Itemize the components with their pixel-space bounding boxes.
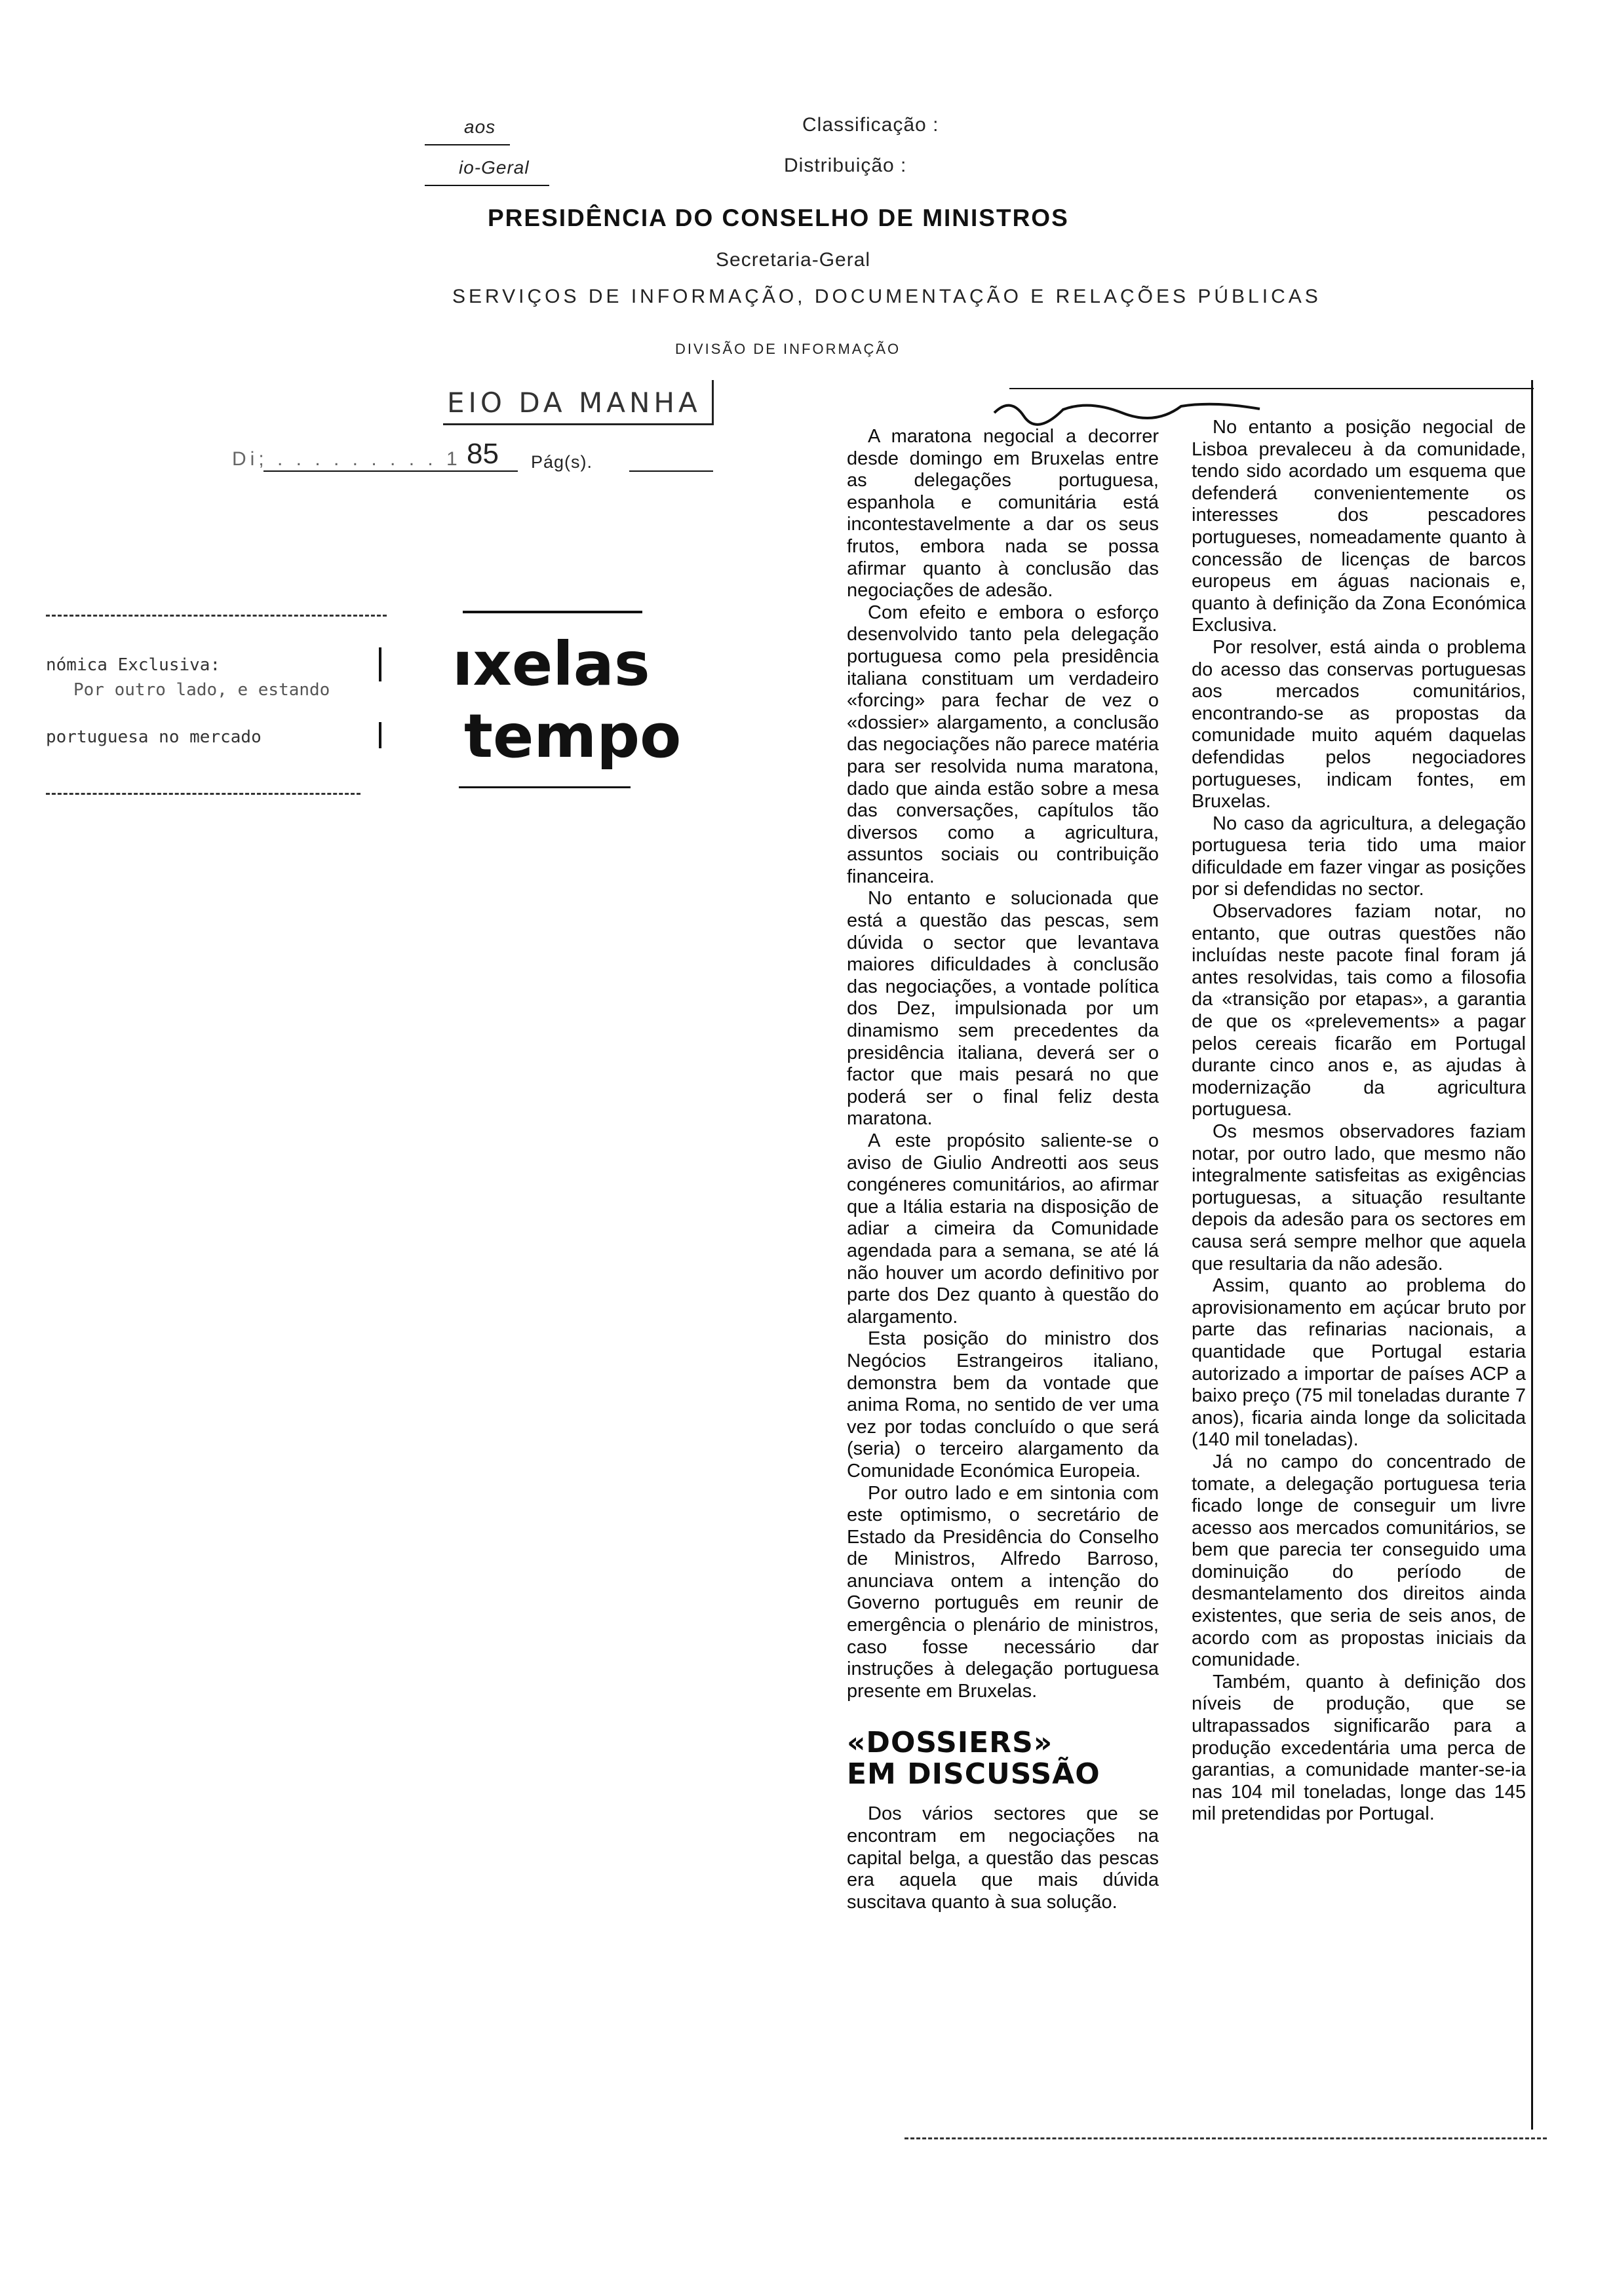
fragment-line-3: portuguesa no mercado xyxy=(46,727,262,747)
stamp-date-fragment: Di; . . . . . . . . . 1 xyxy=(232,448,461,470)
col1-paragraph: Esta posição do ministro dos Negócios Estrangeiros italiano, demonstra bem da vontade que anima Roma, no sentido de ver uma vez por todas concluído o que será (seria) o terceiro alargamento da Comunidade Económica Europeia. xyxy=(847,1328,1159,1482)
col2-paragraph: Por resolver, está ainda o problema do acesso das conservas portuguesas aos mercados comunitários, encontrando-se as propostas da comunidade muito aquém daquelas defendidas pelos negociadores portugueses, indicam fontes, em Bruxelas. xyxy=(1192,636,1526,813)
col1-paragraph: A maratona negocial a decorrer desde domingo em Bruxelas entre as delegações portuguesa, espanhola e comunitária está incontestavelmente a dar os seus frutos, embora nada se possa afirmar quanto à conclusão das negociações de adesão. xyxy=(847,426,1159,602)
header-left-underline-bottom xyxy=(425,185,549,186)
col1-paragraph: A este propósito saliente-se o aviso de Giulio Andreotti aos seus congéneres comunitários, ao afirmar que a Itália estaria na disposição de adiar a cimeira da Comunidade agendada para a semana, se até lá não houver um acordo definitivo por parte dos Dez quanto à questão do alargamento. xyxy=(847,1130,1159,1328)
stamp-date-underline xyxy=(263,470,460,472)
col1-paragraph: Por outro lado e em sintonia com este optimismo, o secretário de Estado da Presidência do Conselho de Ministros, Alfredo Barroso, anunciava ontem a intenção do Governo português em reunir de emergência o plenário de ministros, caso fosse necessário dar instruções à delegação portuguesa presente em Bruxelas. xyxy=(847,1482,1159,1702)
divisao-label: DIVISÃO DE INFORMAÇÃO xyxy=(675,341,901,357)
header-left-top: aos xyxy=(464,117,496,137)
article-bottom-rule xyxy=(905,2137,1547,2139)
col1-paragraph: No entanto e solucionada que está a questão das pescas, sem dúvida o sector que levantava maiores dificuldades à conclusão das negociações, a vontade política dos Dez, impulsionada por um dinamismo sem precedentes da presidência italiana, deverá ser o factor que mais pesará no que poderá ser o final feliz desta maratona. xyxy=(847,888,1159,1130)
col2-paragraph: No caso da agricultura, a delegação portuguesa teria tido uma maior dificuldade em fazer vingar as posições por si defendidas no sector. xyxy=(1192,813,1526,900)
stamp-pag-label: Pág(s). xyxy=(531,452,593,472)
headline-top-rule xyxy=(463,611,642,613)
secretaria-label: Secretaria-Geral xyxy=(716,249,871,271)
fragment-right-bar-1 xyxy=(379,647,381,681)
article-right-rule xyxy=(1531,380,1533,2130)
article-column-2 xyxy=(1192,417,1526,1826)
article-column-1 xyxy=(847,426,1159,1913)
header-left-bottom: io-Geral xyxy=(459,157,530,178)
subheading-1: «DOSSIERS» xyxy=(847,1726,1053,1760)
stamp-pag-underline xyxy=(629,470,713,472)
col2-paragraph: Assim, quanto ao problema do aprovisionamento em açúcar bruto por parte das refinarias nacionais, a quantidade que Portugal estaria autorizado a importar de países ACP a baixo preço (75 mil toneladas durante 7 anos), ficaria ainda longe da solicitada (140 mil toneladas). xyxy=(1192,1275,1526,1451)
col2-paragraph: No entanto a posição negocial de Lisboa prevaleceu à da comunidade, tendo sido acordado um esquema que defenderá convenientemente os interesses dos pescadores portugueses, nomeadamente quanto à concessão de licenças de barcos europeus em águas nacionais e, quanto à definição da Zona Económica Exclusiva. xyxy=(1192,417,1526,636)
col1-paragraph: Dos vários sectores que se encontram em negociações na capital belga, a questão das pescas era aquela que mais dúvida suscitava quanto à sua solução. xyxy=(847,1803,1159,1913)
fragment-right-bar-2 xyxy=(379,722,381,748)
headline-fragment-1: ıxelas xyxy=(452,629,650,699)
col2-paragraph: Já no campo do concentrado de tomate, a delegação portuguesa teria ficado longe de conseguir um livre acesso aos mercados comunitários, se bem que parecia ter conseguido uma dominuição do período de desmantelamento dos direitos ainda existentes, que seria de seis anos, de acordo com as propostas iniciais da comunidade. xyxy=(1192,1451,1526,1671)
headline-bottom-rule xyxy=(459,786,631,788)
subheading-2: EM DISCUSSÃO xyxy=(847,1757,1100,1791)
col2-paragraph: Observadores faziam notar, no entanto, que outras questões não incluídas neste pacote final foram já antes resolvidas, tais como a filosofia da «transição por etapas», a garantia de que os «prelevements» a pagar pelos cereais ficarão em Portugal durante cinco anos e, as ajudas à modernização da agricultura portuguesa. xyxy=(1192,901,1526,1120)
fragment-line-1: nómica Exclusiva: xyxy=(46,655,221,675)
classificacao-label: Classificação : xyxy=(802,114,939,136)
stamp-year-underline xyxy=(459,470,518,472)
stamp-year: 85 xyxy=(467,438,499,470)
col1-paragraph: Com efeito e embora o esforço desenvolvido tanto pela delegação portuguesa como pela presidência italiana constituam um verdadeiro «forcing» para fechar de vez o «dossier» alargamento, a conclusão das negociações não parece matéria para ser resolvida numa maratona, dado que ainda estão sobre a mesa das conversações, capítulos tão diversos como a agricultura, assuntos sociais ou contribuição financeira. xyxy=(847,602,1159,887)
org-title: PRESIDÊNCIA DO CONSELHO DE MINISTROS xyxy=(488,204,1069,231)
fragment-line-2: Por outro lado, e estando xyxy=(73,680,330,700)
col2-paragraph: Os mesmos observadores faziam notar, por outro lado, que mesmo não integralmente satisfeitas as exigências portuguesas, a situação resultante depois da adesão para os sectores em causa será sempre melhor que aquela que resultaria da não adesão. xyxy=(1192,1121,1526,1274)
publication-name: EIO DA MANHA xyxy=(447,387,701,419)
col2-paragraph: Também, quanto à definição dos níveis de produção, que se ultrapassados significarão para a produção excedentária uma perca de garantias, a comunidade manter-se-ia nas 104 mil toneladas, longe das 145 mil pretendidas por Portugal. xyxy=(1192,1671,1526,1825)
fragment-top-rule xyxy=(46,615,387,617)
header-left-underline-top xyxy=(425,144,510,145)
fragment-bottom-rule xyxy=(46,793,360,795)
headline-fragment-2: tempo xyxy=(464,701,682,771)
servicos-label: SERVIÇOS DE INFORMAÇÃO, DOCUMENTAÇÃO E RELAÇÕES PÚBLICAS xyxy=(452,286,1321,307)
distribuicao-label: Distribuição : xyxy=(784,155,907,176)
article-top-rule xyxy=(1009,388,1534,389)
publication-stamp xyxy=(443,380,714,425)
